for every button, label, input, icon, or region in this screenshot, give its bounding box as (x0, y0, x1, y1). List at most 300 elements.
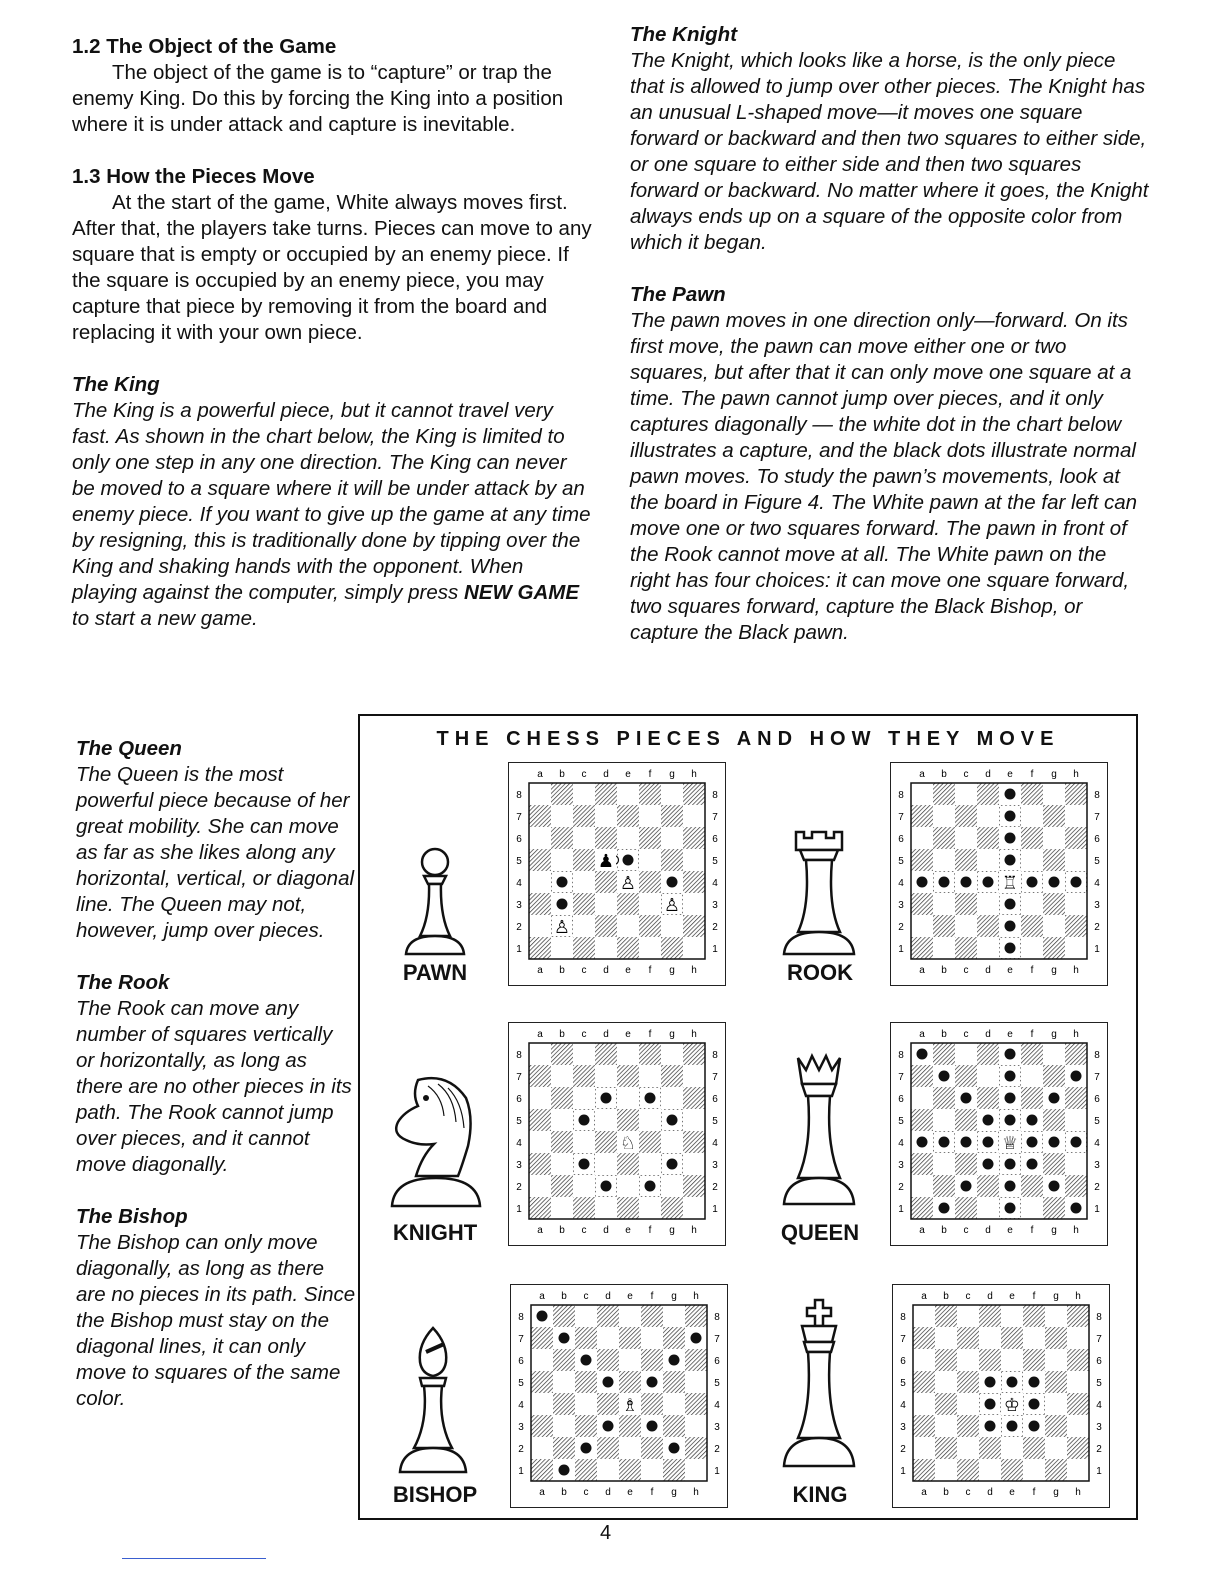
file-label-bottom: a (919, 1225, 925, 1236)
dark-square (1021, 1175, 1043, 1197)
knight-label: KNIGHT (392, 1220, 478, 1245)
dark-square (957, 1415, 979, 1437)
light-square (933, 893, 955, 915)
light-square (1067, 1327, 1089, 1349)
move-dot (1027, 877, 1038, 888)
file-label-top: f (1030, 1029, 1034, 1040)
dark-square (1065, 1175, 1087, 1197)
dark-square (661, 1065, 683, 1087)
dark-square (573, 893, 595, 915)
rank-label-right: 7 (1094, 1072, 1100, 1083)
light-square (575, 1393, 597, 1415)
light-square (1023, 1459, 1045, 1481)
dark-square (617, 1065, 639, 1087)
rank-label-right: 1 (1094, 944, 1100, 955)
dark-square (597, 1393, 619, 1415)
dark-square (933, 1087, 955, 1109)
dark-square (1043, 805, 1065, 827)
move-dot (603, 1421, 614, 1432)
rank-label-left: 3 (898, 900, 904, 911)
move-dot (1071, 1203, 1082, 1214)
rank-label-right: 2 (714, 1444, 720, 1455)
rank-label-left: 1 (518, 1466, 524, 1477)
rank-label-right: 3 (1096, 1422, 1102, 1433)
dark-square (911, 937, 933, 959)
dark-square (935, 1349, 957, 1371)
dark-square (641, 1349, 663, 1371)
light-square (529, 1131, 551, 1153)
dark-square (911, 1109, 933, 1131)
rank-label-right: 3 (712, 900, 718, 911)
dark-square (641, 1393, 663, 1415)
dark-square (661, 849, 683, 871)
move-dot (1007, 1377, 1018, 1388)
rank-label-left: 7 (898, 812, 904, 823)
rank-label-right: 6 (1094, 1094, 1100, 1105)
board-piece: ♕ (1001, 1133, 1019, 1154)
moves-body: At the start of the game, White always moves first. After that, the players take turns. Pieces can move to any square that is empty or occupied by an enemy piece. If the square is occupied by an enemy piece, you may capture that piece by removing it from the board and replacing it with your own piece. (72, 191, 592, 344)
dark-square (1045, 1415, 1067, 1437)
rank-label-left: 3 (516, 1160, 522, 1171)
board-piece: ♟ (597, 851, 615, 872)
rank-label-left: 7 (516, 1072, 522, 1083)
rank-label-right: 1 (714, 1466, 720, 1477)
dark-square (597, 1349, 619, 1371)
move-dot (1027, 1115, 1038, 1126)
rank-label-right: 6 (712, 834, 718, 845)
move-dot (581, 1443, 592, 1454)
rank-label-right: 8 (1094, 1050, 1100, 1061)
light-square (573, 783, 595, 805)
file-label-top: a (539, 1291, 545, 1302)
light-square (683, 849, 705, 871)
dark-square (1023, 1305, 1045, 1327)
moves-heading: 1.3 How the Pieces Move (72, 165, 315, 188)
rank-label-left: 6 (518, 1356, 524, 1367)
rank-label-left: 3 (900, 1422, 906, 1433)
file-label-top: b (559, 1029, 565, 1040)
dark-square (663, 1415, 685, 1437)
dark-square (685, 1305, 707, 1327)
light-square (661, 1043, 683, 1065)
light-square (595, 893, 617, 915)
board-piece: ♘ (619, 1133, 637, 1154)
dark-square (979, 1349, 1001, 1371)
dark-square (529, 849, 551, 871)
file-label-top: h (691, 1029, 697, 1040)
light-square (685, 1459, 707, 1481)
queen-heading: The Queen (76, 737, 182, 760)
dark-square (553, 1305, 575, 1327)
light-square (683, 805, 705, 827)
rank-label-right: 7 (1094, 812, 1100, 823)
light-square (661, 1087, 683, 1109)
move-dot (985, 1421, 996, 1432)
board-svg (893, 1285, 1108, 1506)
file-label-bottom: b (941, 965, 947, 976)
dark-square (685, 1349, 707, 1371)
move-dot (667, 877, 678, 888)
file-label-bottom: f (1030, 965, 1034, 976)
move-dot (645, 1181, 656, 1192)
queen-figure (774, 1046, 864, 1221)
dark-square (933, 783, 955, 805)
light-square (595, 1065, 617, 1087)
dark-square (1043, 937, 1065, 959)
dark-square (683, 871, 705, 893)
dark-square (933, 1043, 955, 1065)
light-square (619, 1349, 641, 1371)
light-square (933, 937, 955, 959)
rank-label-right: 1 (712, 944, 718, 955)
dark-square (663, 1327, 685, 1349)
file-label-top: e (627, 1291, 633, 1302)
dark-square (911, 893, 933, 915)
dark-square (933, 915, 955, 937)
rank-label-left: 8 (518, 1312, 524, 1323)
light-square (1065, 805, 1087, 827)
light-square (911, 827, 933, 849)
rank-label-right: 8 (712, 790, 718, 801)
dark-square (1001, 1459, 1023, 1481)
file-label-bottom: d (987, 1487, 993, 1498)
file-label-bottom: a (537, 965, 543, 976)
light-square (913, 1393, 935, 1415)
file-label-bottom: g (669, 1225, 675, 1236)
light-square (639, 805, 661, 827)
light-square (573, 1175, 595, 1197)
light-square (595, 1153, 617, 1175)
file-label-top: a (537, 769, 543, 780)
dark-square (1067, 1393, 1089, 1415)
pawn-figure (390, 836, 480, 971)
move-dot (961, 1181, 972, 1192)
light-square (979, 1327, 1001, 1349)
move-dot (961, 1093, 972, 1104)
dark-square (935, 1393, 957, 1415)
pawn-label: PAWN (402, 960, 468, 985)
dark-square (955, 937, 977, 959)
move-dot (691, 1333, 702, 1344)
light-square (661, 1131, 683, 1153)
file-label-top: h (1075, 1291, 1081, 1302)
light-square (1065, 893, 1087, 915)
move-dot (1005, 921, 1016, 932)
file-label-top: e (1007, 1029, 1013, 1040)
file-label-top: b (941, 769, 947, 780)
file-label-bottom: f (1030, 1225, 1034, 1236)
file-label-bottom: a (537, 1225, 543, 1236)
dark-square (531, 1371, 553, 1393)
light-square (1021, 937, 1043, 959)
dark-square (1045, 1327, 1067, 1349)
dark-square (955, 1153, 977, 1175)
rank-label-left: 8 (516, 1050, 522, 1061)
dark-square (955, 1197, 977, 1219)
file-label-top: g (1051, 1029, 1057, 1040)
dark-square (1045, 1371, 1067, 1393)
dark-square (617, 1109, 639, 1131)
rank-label-left: 2 (900, 1444, 906, 1455)
dark-square (977, 915, 999, 937)
move-dot (939, 1071, 950, 1082)
rook-label: ROOK (787, 960, 853, 985)
dark-square (933, 827, 955, 849)
light-square (639, 1109, 661, 1131)
light-square (551, 1197, 573, 1219)
right-column-top (630, 22, 1150, 646)
rank-label-right: 6 (714, 1356, 720, 1367)
light-square (683, 893, 705, 915)
light-square (641, 1327, 663, 1349)
bishop-label: BISHOP (392, 1482, 478, 1507)
rank-label-right: 8 (1094, 790, 1100, 801)
light-square (553, 1415, 575, 1437)
file-label-bottom: h (691, 1225, 697, 1236)
light-square (683, 1109, 705, 1131)
light-square (1021, 1197, 1043, 1219)
file-label-top: f (1030, 769, 1034, 780)
rank-label-left: 1 (900, 1466, 906, 1477)
dark-square (1021, 827, 1043, 849)
dark-square (913, 1415, 935, 1437)
file-label-top: b (561, 1291, 567, 1302)
file-label-top: c (581, 1029, 587, 1040)
move-dot (1005, 1203, 1016, 1214)
rank-label-left: 6 (898, 1094, 904, 1105)
king-board (892, 1284, 1110, 1508)
light-square (573, 915, 595, 937)
dark-square (639, 915, 661, 937)
light-square (663, 1393, 685, 1415)
left-column-bottom (76, 736, 356, 1412)
light-square (933, 849, 955, 871)
light-square (575, 1305, 597, 1327)
file-label-bottom: d (603, 1225, 609, 1236)
file-label-bottom: f (648, 1225, 652, 1236)
dark-square (1043, 1197, 1065, 1219)
queen-board (890, 1022, 1108, 1246)
rank-label-left: 4 (898, 1138, 904, 1149)
move-dot (1071, 1137, 1082, 1148)
move-dot (557, 877, 568, 888)
chart-title: THE CHESS PIECES AND HOW THEY MOVE (436, 728, 1060, 750)
move-dot (1027, 1137, 1038, 1148)
dark-square (683, 1087, 705, 1109)
rank-label-left: 5 (898, 856, 904, 867)
board-piece: ♔ (1003, 1395, 1021, 1416)
move-dot (1029, 1377, 1040, 1388)
dark-square (529, 1109, 551, 1131)
light-square (1043, 1043, 1065, 1065)
dark-square (551, 1043, 573, 1065)
rank-label-left: 8 (898, 790, 904, 801)
rank-label-left: 4 (518, 1400, 524, 1411)
rank-label-left: 5 (900, 1378, 906, 1389)
rank-label-right: 6 (1094, 834, 1100, 845)
dark-square (551, 1087, 573, 1109)
dark-square (663, 1371, 685, 1393)
move-dot (985, 1399, 996, 1410)
light-square (977, 1065, 999, 1087)
file-label-top: g (1051, 769, 1057, 780)
footer-rule (122, 1558, 266, 1559)
rank-label-left: 5 (516, 856, 522, 867)
light-square (639, 849, 661, 871)
file-label-top: e (1007, 769, 1013, 780)
dark-square (551, 783, 573, 805)
dark-square (955, 1065, 977, 1087)
move-dot (579, 1115, 590, 1126)
dark-square (1023, 1437, 1045, 1459)
light-square (1045, 1393, 1067, 1415)
light-square (683, 1197, 705, 1219)
rank-label-right: 3 (1094, 1160, 1100, 1171)
file-label-bottom: c (963, 965, 969, 976)
dark-square (617, 805, 639, 827)
dark-square (911, 1153, 933, 1175)
file-label-top: b (941, 1029, 947, 1040)
move-dot (669, 1355, 680, 1366)
rank-label-right: 4 (712, 1138, 718, 1149)
dark-square (911, 1065, 933, 1087)
light-square (595, 937, 617, 959)
light-square (551, 937, 573, 959)
file-label-top: g (669, 769, 675, 780)
light-square (1065, 937, 1087, 959)
dark-square (955, 805, 977, 827)
rank-label-left: 3 (516, 900, 522, 911)
light-square (683, 1065, 705, 1087)
board-piece: ♙ (663, 895, 681, 916)
knight-body: The Knight, which looks like a horse, is the only piece that is allowed to jump over other pieces. The Knight has an unusual L-shaped move—it moves one square forward or backward and then two squares to either side, or one square to either side and then two squares forward or backward. No matter where it goes, the Knight always ends up on a square of the opposite color from which it began. (630, 49, 1149, 254)
dark-square (935, 1437, 957, 1459)
move-dot (1005, 1071, 1016, 1082)
light-square (551, 849, 573, 871)
dark-square (595, 915, 617, 937)
dark-square (641, 1305, 663, 1327)
move-dot (581, 1355, 592, 1366)
light-square (911, 783, 933, 805)
dark-square (1067, 1305, 1089, 1327)
light-square (641, 1459, 663, 1481)
rank-label-right: 5 (712, 1116, 718, 1127)
dark-square (617, 1197, 639, 1219)
light-square (1065, 849, 1087, 871)
light-square (1023, 1327, 1045, 1349)
light-square (551, 805, 573, 827)
file-label-bottom: c (581, 1225, 587, 1236)
dark-square (551, 1131, 573, 1153)
move-dot (939, 1203, 950, 1214)
rank-label-right: 8 (1096, 1312, 1102, 1323)
page-number: 4 (600, 1522, 612, 1544)
light-square (1045, 1437, 1067, 1459)
light-square (913, 1349, 935, 1371)
dark-square (1043, 893, 1065, 915)
dark-square (639, 1043, 661, 1065)
dark-square (639, 827, 661, 849)
chess-pieces-chart (358, 714, 1138, 1520)
dark-square (685, 1393, 707, 1415)
king-figure (774, 1296, 864, 1481)
file-label-top: g (669, 1029, 675, 1040)
light-square (957, 1305, 979, 1327)
light-square (661, 915, 683, 937)
file-label-top: d (985, 769, 991, 780)
file-label-top: c (581, 769, 587, 780)
rank-label-right: 6 (1096, 1356, 1102, 1367)
light-square (597, 1327, 619, 1349)
file-label-bottom: d (985, 1225, 991, 1236)
dark-square (529, 893, 551, 915)
rank-label-right: 2 (1094, 1182, 1100, 1193)
rook-body: The Rook can move any number of squares vertically or horizontally, as long as there are no other pieces in its path. The Rook cannot jump over pieces, and it cannot move diagonally. (76, 997, 352, 1176)
rank-label-left: 8 (900, 1312, 906, 1323)
file-label-top: e (625, 769, 631, 780)
move-dot (985, 1377, 996, 1388)
file-label-bottom: c (581, 965, 587, 976)
object-heading: 1.2 The Object of the Game (72, 35, 337, 58)
file-label-bottom: b (559, 965, 565, 976)
dark-square (663, 1459, 685, 1481)
rank-label-right: 8 (712, 1050, 718, 1061)
light-square (913, 1437, 935, 1459)
file-label-top: d (985, 1029, 991, 1040)
move-dot (579, 1159, 590, 1170)
light-square (935, 1371, 957, 1393)
rank-label-right: 1 (712, 1204, 718, 1215)
king-body (72, 398, 592, 632)
move-dot (917, 1137, 928, 1148)
light-square (617, 1043, 639, 1065)
rank-label-right: 7 (712, 812, 718, 823)
move-dot (1071, 1071, 1082, 1082)
rank-label-left: 7 (900, 1334, 906, 1345)
king-label: KING (792, 1482, 848, 1507)
move-dot (917, 877, 928, 888)
light-square (529, 1043, 551, 1065)
light-square (639, 893, 661, 915)
dark-square (619, 1459, 641, 1481)
rank-label-right: 1 (1096, 1466, 1102, 1477)
rank-label-right: 6 (712, 1094, 718, 1105)
light-square (935, 1459, 957, 1481)
rank-label-left: 1 (516, 1204, 522, 1215)
dark-square (529, 937, 551, 959)
dark-square (1021, 783, 1043, 805)
light-square (573, 827, 595, 849)
light-square (1001, 1305, 1023, 1327)
board-piece: ♙ (619, 873, 637, 894)
file-label-bottom: c (583, 1487, 589, 1498)
light-square (639, 1197, 661, 1219)
light-square (977, 937, 999, 959)
dark-square (575, 1415, 597, 1437)
dark-square (1065, 1087, 1087, 1109)
rank-label-right: 5 (712, 856, 718, 867)
light-square (639, 1153, 661, 1175)
dark-square (553, 1349, 575, 1371)
file-label-bottom: d (605, 1487, 611, 1498)
rank-label-left: 2 (898, 1182, 904, 1193)
light-square (639, 937, 661, 959)
file-label-bottom: f (1032, 1487, 1036, 1498)
move-dot (1005, 943, 1016, 954)
rank-label-left: 4 (898, 878, 904, 889)
dark-square (661, 805, 683, 827)
rank-label-right: 5 (1096, 1378, 1102, 1389)
